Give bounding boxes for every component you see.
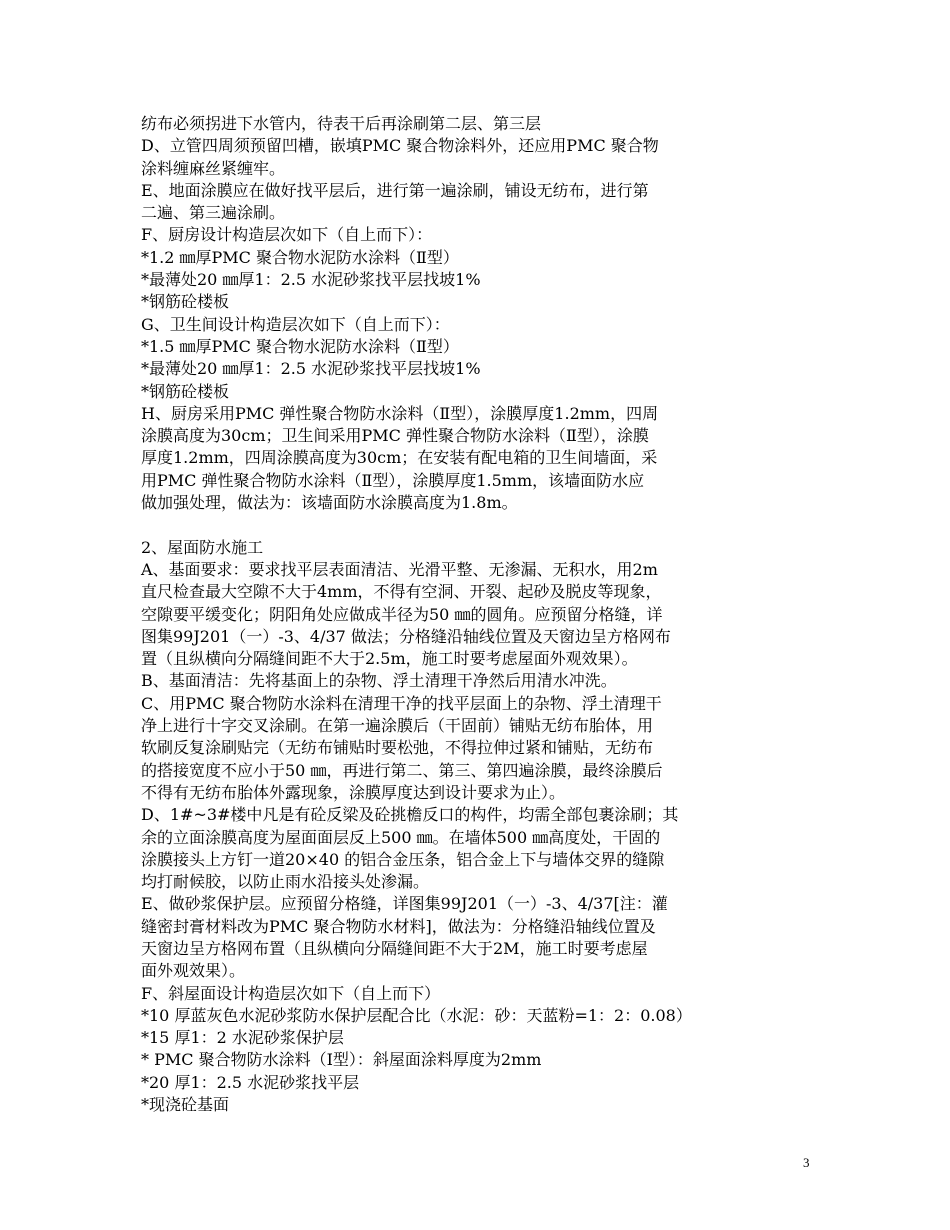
text-line: H、厨房采用PMC 弹性聚合物防水涂料（Ⅱ型），涂膜厚度1.2mm，四周 [141,403,659,423]
page-number: 3 [803,1155,810,1170]
text-line: *钢筋砼楼板 [141,292,230,312]
text-line: D、立管四周须预留凹槽，嵌填PMC 聚合物涂料外，还应用PMC 聚合物 [141,136,659,156]
text-line: 软刷反复涂刷贴完（无纺布铺贴时要松弛，不得拉伸过紧和铺贴，无纺布 [141,738,654,758]
text-line: 余的立面涂膜高度为屋面面层反上500 ㎜。在墙体500 ㎜高度处，干固的 [141,827,661,847]
text-line: *15 厚1：2 水泥砂浆保护层 [141,1028,344,1048]
text-line: 做加强处理，做法为：该墙面防水涂膜高度为1.8m。 [141,493,518,513]
text-line: 直尺检查最大空隙不大于4mm，不得有空洞、开裂、起砂及脱皮等现象， [141,582,662,602]
text-line: B、基面清洁：先将基面上的杂物、浮土清理干净然后用清水冲洗。 [141,671,617,691]
text-line: *最薄处20 ㎜厚1：2.5 水泥砂浆找平层找坡1% [141,359,481,379]
text-line: *10 厚蓝灰色水泥砂浆防水保护层配合比（水泥：砂：天蓝粉=1：2：0.08） [141,1005,692,1025]
text-line: 纺布必须拐进下水管内，待表干后再涂刷第二层、第三层 [141,114,542,133]
text-line: 均打耐候胶，以防止雨水沿接头处渗漏。 [141,872,430,892]
blank-line [141,514,821,536]
text-line: 涂料缠麻丝紧缠牢。 [141,158,286,178]
text-line: E、做砂浆保护层。应预留分格缝，详图集99J201（一）-3、4/37[注：灌 [141,894,668,914]
text-line: *现浇砼基面 [141,1095,230,1115]
text-line: 图集99J201（一）-3、4/37 做法；分格缝沿轴线位置及天窗边呈方格网布 [141,626,671,646]
text-line: *1.2 ㎜厚PMC 聚合物水泥防水涂料（Ⅱ型） [141,247,459,267]
text-line: G、卫生间设计构造层次如下（自上而下）： [141,314,450,334]
text-line: 不得有无纺布胎体外露现象，涂膜厚度达到设计要求为止）。 [141,782,566,802]
text-line: 净上进行十字交叉涂刷。在第一遍涂膜后（干固前）铺贴无纺布胎体，用 [141,716,654,736]
text-line: 厚度1.2mm，四周涂膜高度为30cm；在安装有配电箱的卫生间墙面，采 [141,448,658,468]
text-line: 天窗边呈方格网布置（且纵横向分隔缝间距不大于2M，施工时要考虑屋 [141,938,648,958]
text-line: 缝密封膏材料改为PMC 聚合物防水材料]，做法为：分格缝沿轴线位置及 [141,916,656,936]
text-line: *1.5 ㎜厚PMC 聚合物水泥防水涂料（Ⅱ型） [141,336,459,356]
text-line: 用PMC 弹性聚合物防水涂料（Ⅱ型），涂膜厚度1.5mm，该墙面防水应 [141,470,645,490]
text-line: 涂膜接头上方钉一道20×40 的铝合金压条，铝合金上下与墙体交界的缝隙 [141,849,665,869]
text-line: A、基面要求：要求找平层表面清洁、光滑平整、无渗漏、无积水，用2m [141,559,658,579]
text-line: E、地面涂膜应在做好找平层后，进行第一遍涂刷，铺设无纺布，进行第 [141,180,649,200]
text-line: 置（且纵横向分隔缝间距不大于2.5m，施工时要考虑屋面外观效果）。 [141,649,638,669]
text-line: 2、屋面防水施工 [141,537,264,557]
text-line: 空隙要平缓变化；阴阳角处应做成半径为50 ㎜的圆角。应预留分格缝，详 [141,604,663,624]
text-line: C、用PMC 聚合物防水涂料在清理干净的找平层面上的杂物、浮土清理干 [141,693,662,713]
text-line: *20 厚1：2.5 水泥砂浆找平层 [141,1072,360,1092]
text-line: 涂膜高度为30cm；卫生间采用PMC 弹性聚合物防水涂料（Ⅱ型），涂膜 [141,426,649,446]
text-line: D、1#~3#楼中凡是有砼反梁及砼挑檐反口的构件，均需全部包裹涂刷；其 [141,805,679,825]
text-line: 二遍、第三遍涂刷。 [141,203,286,223]
text-line: F、厨房设计构造层次如下（自上而下）： [141,225,433,245]
text-line: F、斜屋面设计构造层次如下（自上而下） [141,983,441,1003]
text-line: 面外观效果）。 [141,961,246,981]
text-line: *钢筋砼楼板 [141,381,230,401]
text-line: *最薄处20 ㎜厚1：2.5 水泥砂浆找平层找坡1% [141,270,481,290]
document-body [141,113,821,1116]
text-line: 的搭接宽度不应小于50 ㎜，再进行第二、第三、第四遍涂膜，最终涂膜后 [141,760,663,780]
text-line: * PMC 聚合物防水涂料（Ⅰ型）：斜屋面涂料厚度为2mm [141,1050,542,1070]
